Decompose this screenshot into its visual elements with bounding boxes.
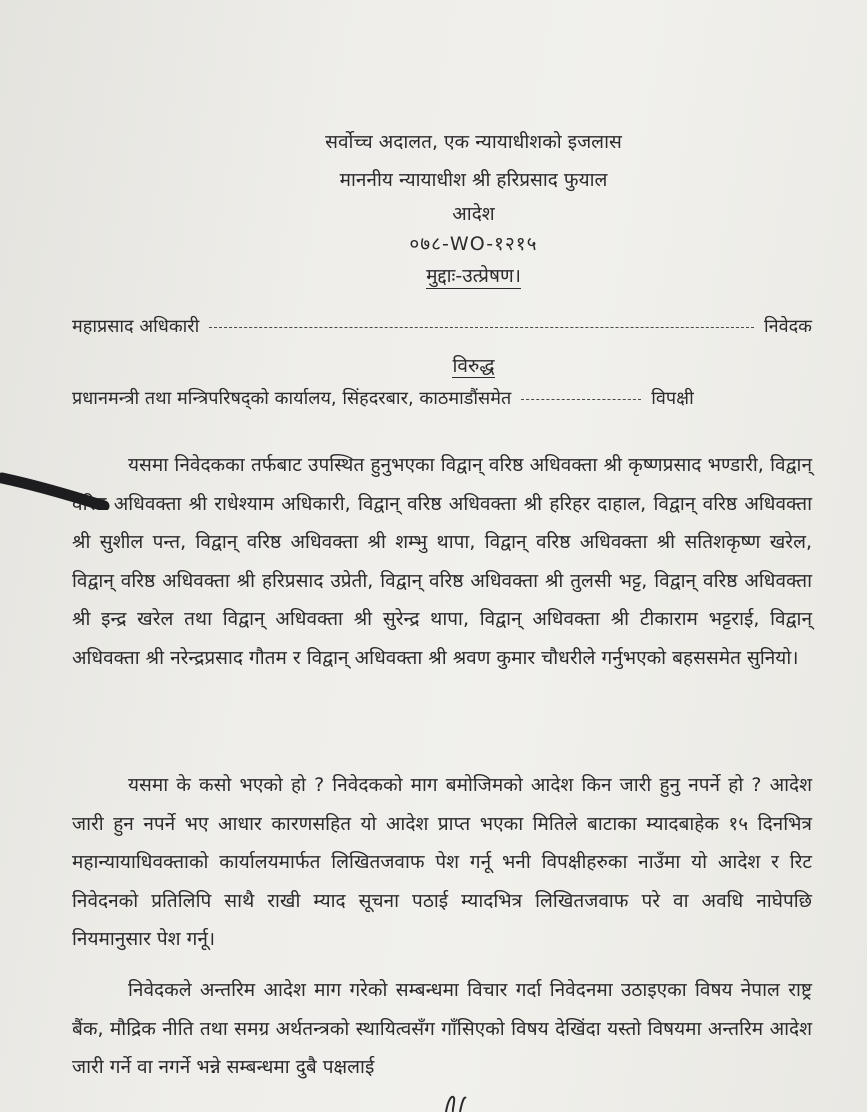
case-subject bbox=[40, 262, 867, 288]
case-subject-text: मुद्दाः-उत्प्रेषण। bbox=[426, 265, 521, 287]
dashed-leader bbox=[521, 399, 641, 400]
paragraph-interim-order bbox=[72, 971, 812, 1087]
paragraph-show-cause-text: यसमा के कसो भएको हो ? निवेदकको माग बमोजिमको आदेश किन जारी हुनु नपर्ने हो ? आदेश जारी हुन नपर्ने भए आधार कारणसहित यो आदेश प्राप्त भएका मितिले बाटाका म्यादबाहेक १५ दिनभित्र महान्यायाधिवक्ताको कार्यालयमार्फत लिखितजवाफ पेश गर्नू भनी विपक्षीहरुका नाउँमा यो आदेश र रिट निवेदनको प्रतिलिपि साथै राखी म्याद सूचना पठाई म्यादभित्र लिखितजवाफ परे वा अवधि नाघेपछि नियमानुसार पेश गर्नू। bbox=[72, 774, 812, 951]
justice-name: माननीय न्यायाधीश श्री हरिप्रसाद फुयाल bbox=[339, 169, 608, 191]
case-number: ०७८-WO-१२१५ bbox=[409, 233, 538, 255]
petitioner-role: निवेदक bbox=[763, 316, 812, 337]
petitioner-name: महाप्रसाद अधिकारी bbox=[72, 316, 200, 337]
dashed-leader bbox=[209, 327, 754, 328]
respondent-line bbox=[72, 386, 812, 410]
respondent-role: विपक्षी bbox=[651, 388, 694, 409]
court-heading: सर्वोच्च अदालत, एक न्यायाधीशको इजलास bbox=[325, 131, 622, 153]
handwritten-mark bbox=[440, 1092, 480, 1112]
paragraph-hearing bbox=[72, 446, 812, 678]
pen-mark bbox=[0, 470, 110, 510]
document-type: आदेश bbox=[452, 203, 495, 225]
versus-heading bbox=[40, 352, 867, 378]
paragraph-show-cause bbox=[72, 766, 812, 959]
versus-text: विरुद्ध bbox=[452, 355, 495, 377]
petitioner-line bbox=[72, 314, 812, 338]
paragraph-interim-order-text: निवेदकले अन्तरिम आदेश माग गरेको सम्बन्धमा विचार गर्दा निवेदनमा उठाइएका विषय नेपाल राष्ट्र बैंक, मौद्रिक नीति तथा समग्र अर्थतन्त्रको स्थायित्वसँग गाँसिएको विषय देखिंदा यस्तो विषयमा अन्तरिम आदेश जारी गर्ने वा नगर्ने भन्ने सम्बन्धमा दुबै पक्षलाई bbox=[72, 979, 812, 1079]
paragraph-hearing-text: यसमा निवेदकका तर्फबाट उपस्थित हुनुभएका विद्वान् वरिष्ठ अधिवक्ता श्री कृष्णप्रसाद भण्डारी, विद्वान् वरिष्ठ अधिवक्ता श्री राधेश्याम अधिकारी, विद्वान् वरिष्ठ अधिवक्ता श्री हरिहर दाहाल, विद्वान् वरिष्ठ अधिवक्ता श्री सुशील पन्त, विद्वान् वरिष्ठ अधिवक्ता श्री शम्भु थापा, विद्वान् वरिष्ठ अधिवक्ता श्री सतिशकृष्ण खरेल, विद्वान् वरिष्ठ अधिवक्ता श्री हरिप्रसाद उप्रेती, विद्वान् वरिष्ठ अधिवक्ता श्री तुलसी भट्ट, विद्वान् वरिष्ठ अधिवक्ता श्री इन्द्र खरेल तथा विद्वान् अधिवक्ता श्री सुरेन्द्र थापा, विद्वान् अधिवक्ता श्री टीकाराम भट्टराई, विद्वान् अधिवक्ता श्री नरेन्द्रप्रसाद गौतम र विद्वान् अधिवक्ता श्री श्रवण कुमार चौधरीले गर्नुभएको बहससमेत सुनियो। bbox=[72, 454, 812, 669]
respondent-name: प्रधानमन्त्री तथा मन्त्रिपरिषद्को कार्यालय, सिंहदरबार, काठमाडौंसमेत bbox=[72, 388, 512, 409]
